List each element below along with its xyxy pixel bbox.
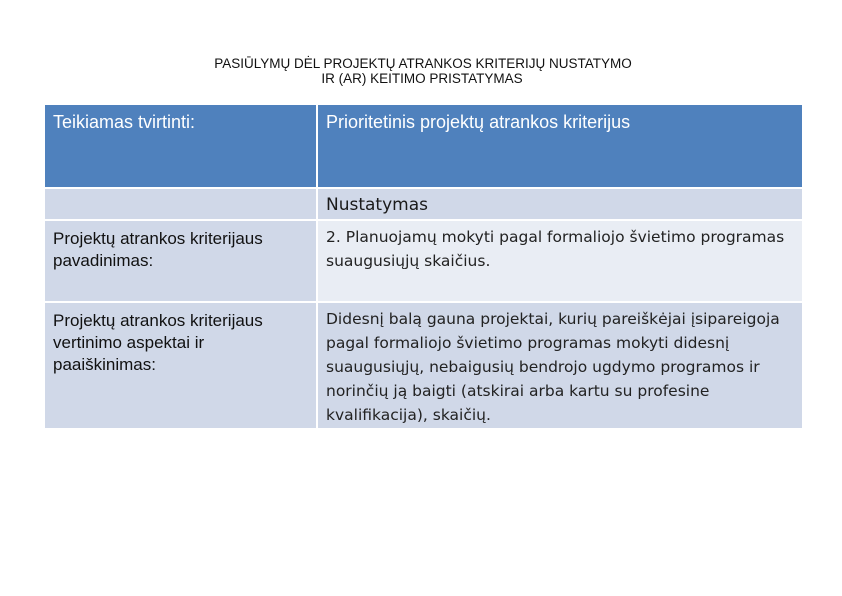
criterion-name-label: Projektų atrankos kriterijaus pavadinimas: — [53, 229, 263, 270]
title-line-1: PASIŪLYMŲ DĖL PROJEKTŲ ATRANKOS KRITERIJŲ NUSTATYMO — [214, 56, 632, 71]
header-label-submitted: Teikiamas tvirtinti: — [53, 112, 196, 132]
table-row-label — [45, 221, 316, 301]
table-row-label — [45, 303, 316, 428]
criterion-name-value: 2. Planuojamų mokyti pagal formaliojo švietimo programas suaugusiųjų skaičius. — [326, 228, 785, 270]
table-row-value — [318, 221, 802, 301]
header-label-criterion: Prioritetinis projektų atrankos kriterijus — [326, 112, 631, 132]
subheader-label-setting: Nustatymas — [326, 195, 428, 215]
criterion-aspects-label: Projektų atrankos kriterijaus vertinimo aspektai ir paaiškinimas: — [53, 311, 263, 374]
title-line-2: IR (AR) KEITIMO PRISTATYMAS — [321, 71, 523, 86]
page-title — [0, 56, 842, 86]
subheader-cell-setting — [318, 189, 802, 219]
table-row-value — [318, 303, 802, 428]
header-cell-submitted — [45, 105, 316, 187]
criterion-aspects-value: Didesnį balą gauna projektai, kurių pareiškėjai įsipareigoja pagal formaliojo švietimo programas mokyti didesnį suaugusiųjų, nebaigusių bendrojo ugdymo programos ir norinčių ją baigti (atskirai arba kartu su profesine kvalifikacija), skaičių. — [326, 310, 780, 424]
header-cell-criterion — [318, 105, 802, 187]
subheader-cell-empty — [45, 189, 316, 219]
